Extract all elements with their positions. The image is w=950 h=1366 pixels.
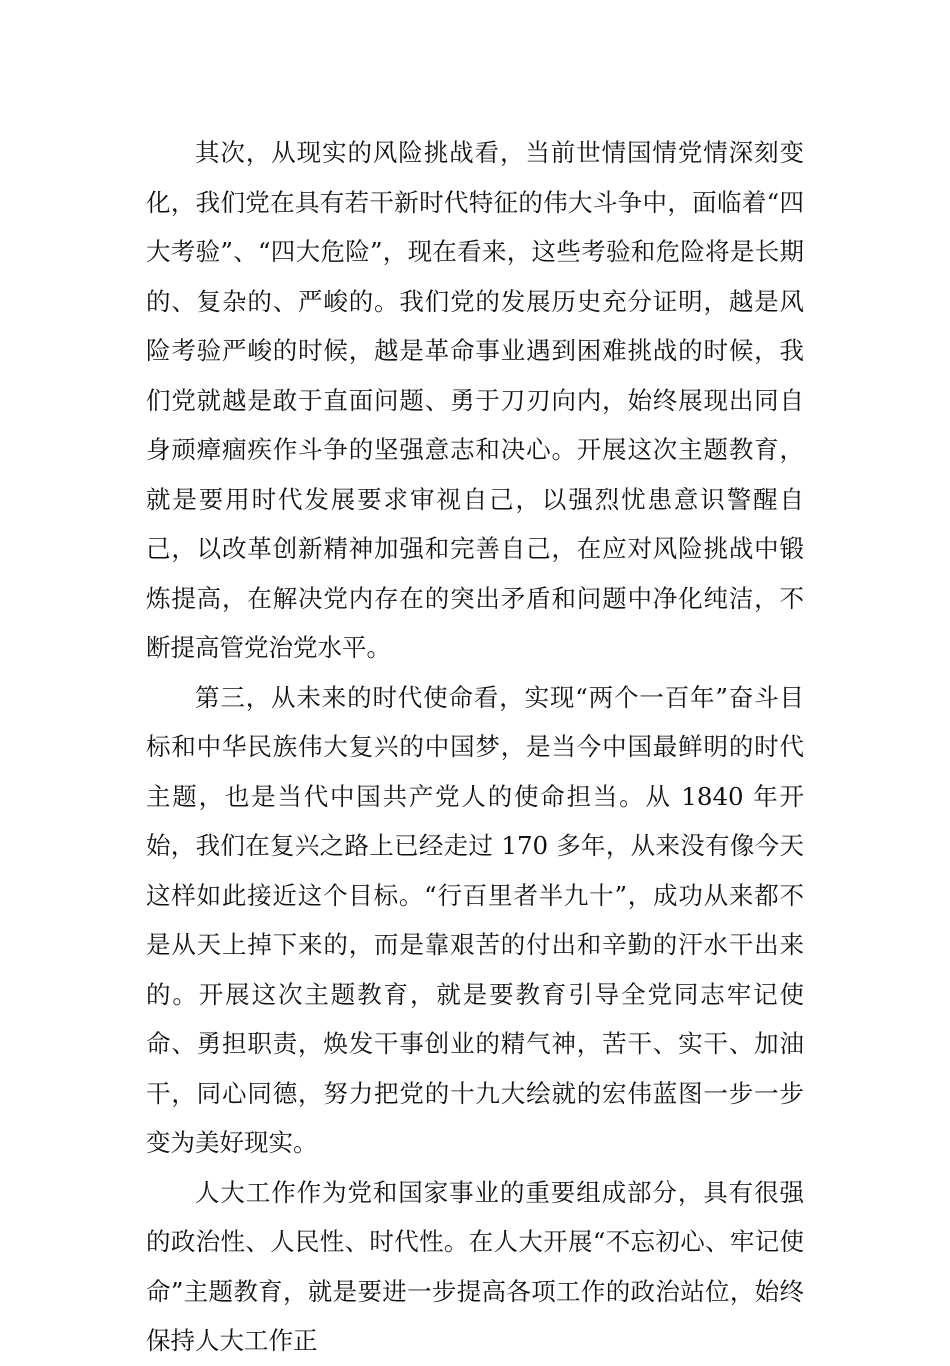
document-body	[146, 128, 804, 1366]
paragraph-future-mission: 第三，从未来的时代使命看，实现“两个一百年”奋斗目标和中华民族伟大复兴的中国梦，是当今中国最鲜明的时代主题，也是当代中国共产党人的使命担当。从 1840 年开始，我们在复兴之路上已经走过 170 多年，从来没有像今天这样如此接近这个目标。“行百里者半九十”，成功从来都不是从天上掉下来的，而是靠艰苦的付出和辛勤的汗水干出来的。开展这次主题教育，就是要教育引导全党同志牢记使命、勇担职责，焕发干事创业的精气神，苦干、实干、加油干，同心同德，努力把党的十九大绘就的宏伟蓝图一步一步变为美好现实。	[146, 682, 804, 1157]
paragraph-risk-challenges: 其次，从现实的风险挑战看，当前世情国情党情深刻变化，我们党在具有若干新时代特征的伟大斗争中，面临着“四大考验”、“四大危险”，现在看来，这些考验和危险将是长期的、复杂的、严峻的。我们党的发展历史充分证明，越是风险考验严峻的时候，越是革命事业遇到困难挑战的时候，我们党就越是敢于直面问题、勇于刀刃向内，始终展现出同自身顽瘴痼疾作斗争的坚强意志和决心。开展这次主题教育，就是要用时代发展要求审视自己，以强烈忧患意识警醒自己，以改革创新精神加强和完善自己，在应对风险挑战中锻炼提高，在解决党内存在的突出矛盾和问题中净化纯洁，不断提高管党治党水平。	[146, 138, 804, 662]
paragraph-peoples-congress: 人大工作作为党和国家事业的重要组成部分，具有很强的政治性、人民性、时代性。在人大开展“不忘初心、牢记使命”主题教育，就是要进一步提高各项工作的政治站位，始终保持人大工作正	[146, 1177, 804, 1355]
